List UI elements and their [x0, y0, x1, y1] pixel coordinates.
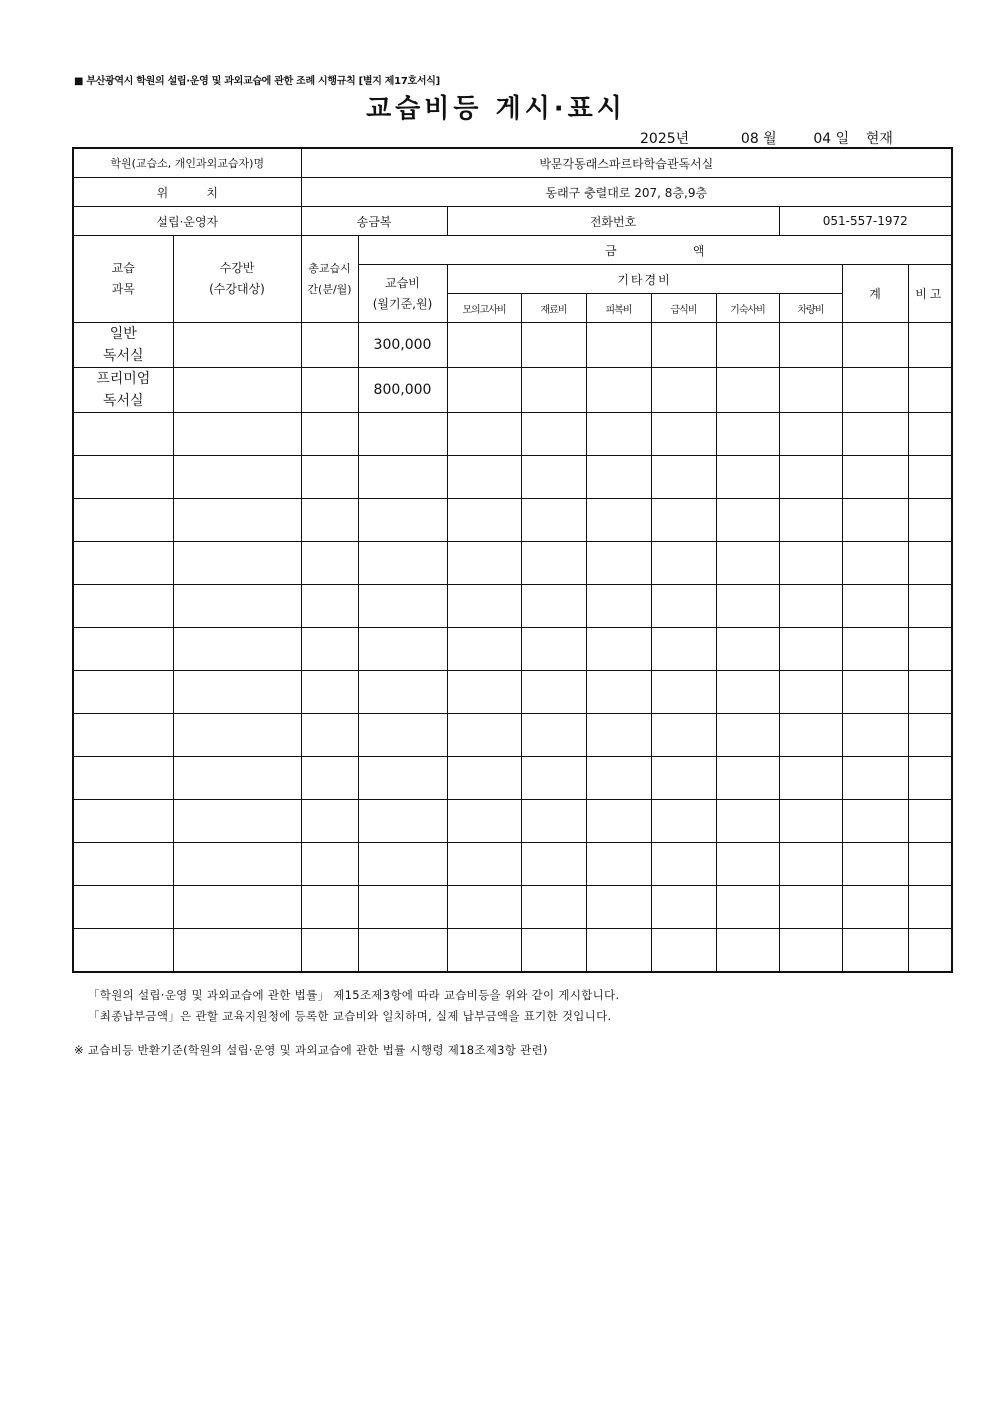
cell-c1	[447, 671, 521, 714]
cell-total	[842, 585, 908, 628]
cell-tuition	[358, 542, 447, 585]
cell-c1	[447, 714, 521, 757]
cell-remarks	[908, 628, 952, 671]
cell-c4	[651, 628, 716, 671]
tuition-header: 교습비 (월기준,원)	[358, 265, 447, 323]
cell-c6	[779, 671, 842, 714]
cell-total	[842, 929, 908, 973]
date-day: 04 일	[813, 131, 850, 147]
cell-subject	[73, 456, 173, 499]
cell-remarks	[908, 800, 952, 843]
cell-c1	[447, 456, 521, 499]
meal-fee-header: 급식비	[651, 294, 716, 323]
cell-remarks	[908, 456, 952, 499]
cell-time	[301, 413, 358, 456]
cell-c6	[779, 499, 842, 542]
operator-row	[73, 207, 952, 236]
cell-c6	[779, 368, 842, 413]
cell-c3	[586, 757, 651, 800]
cell-class	[173, 886, 301, 929]
cell-class	[173, 585, 301, 628]
cell-time	[301, 886, 358, 929]
cell-time	[301, 368, 358, 413]
cell-c6	[779, 323, 842, 368]
cell-c3	[586, 714, 651, 757]
cell-subject: 프리미엄 독서실	[73, 368, 173, 413]
cell-c5	[716, 499, 779, 542]
cell-total	[842, 499, 908, 542]
cell-remarks	[908, 585, 952, 628]
date-suffix: 현재	[865, 131, 893, 147]
cell-class	[173, 499, 301, 542]
cell-subject	[73, 929, 173, 973]
table-row	[73, 714, 952, 757]
cell-c4	[651, 499, 716, 542]
cell-c3	[586, 585, 651, 628]
cell-c2	[521, 757, 586, 800]
cell-total	[842, 542, 908, 585]
cell-c4	[651, 886, 716, 929]
cell-time	[301, 671, 358, 714]
cell-c5	[716, 886, 779, 929]
remarks-header: 비고	[908, 265, 952, 323]
cell-c1	[447, 886, 521, 929]
date-year: 2025년	[640, 131, 690, 147]
fee-rows	[73, 323, 952, 973]
operator-label: 설립·운영자	[73, 207, 301, 236]
refund-standard-footnote: ※ 교습비등 반환기준(학원의 설립·운영 및 과외교습에 관한 법률 시행령 제18조제3항 관련)	[74, 1043, 548, 1057]
table-row	[73, 499, 952, 542]
cell-tuition	[358, 800, 447, 843]
form-reference-note: ■ 부산광역시 학원의 설립·운영 및 과외교습에 관한 조례 시행규칙 [별지 제17호서식]	[74, 76, 440, 87]
phone-label: 전화번호	[447, 207, 779, 236]
academy-name-label: 학원(교습소, 개인과외교습자)명	[73, 148, 301, 178]
cell-c1	[447, 542, 521, 585]
table-row	[73, 585, 952, 628]
cell-c2	[521, 499, 586, 542]
total-header: 계	[842, 265, 908, 323]
date-line	[640, 128, 893, 148]
cell-c3	[586, 929, 651, 973]
cell-c5	[716, 456, 779, 499]
cell-tuition	[358, 413, 447, 456]
date-month: 08 월	[740, 131, 777, 147]
cell-total	[842, 456, 908, 499]
cell-c4	[651, 671, 716, 714]
cell-tuition	[358, 714, 447, 757]
table-row	[73, 323, 952, 368]
cell-c1	[447, 585, 521, 628]
cell-c3	[586, 323, 651, 368]
cell-c3	[586, 542, 651, 585]
cell-c5	[716, 542, 779, 585]
cell-c1	[447, 413, 521, 456]
table-row	[73, 800, 952, 843]
vehicle-fee-header: 차량비	[779, 294, 842, 323]
cell-subject	[73, 628, 173, 671]
cell-time	[301, 800, 358, 843]
cell-remarks	[908, 413, 952, 456]
cell-c2	[521, 929, 586, 973]
cell-total	[842, 843, 908, 886]
cell-c2	[521, 886, 586, 929]
cell-remarks	[908, 499, 952, 542]
cell-c1	[447, 323, 521, 368]
cell-c5	[716, 757, 779, 800]
cell-time	[301, 542, 358, 585]
cell-time	[301, 929, 358, 973]
cell-c6	[779, 542, 842, 585]
other-costs-header: 기타경비	[447, 265, 842, 294]
cell-remarks	[908, 671, 952, 714]
cell-tuition	[358, 757, 447, 800]
cell-tuition	[358, 886, 447, 929]
cell-remarks	[908, 929, 952, 973]
cell-time	[301, 714, 358, 757]
cell-class	[173, 929, 301, 973]
operator-value: 송금복	[301, 207, 447, 236]
table-row	[73, 628, 952, 671]
cell-subject	[73, 413, 173, 456]
cell-tuition	[358, 456, 447, 499]
cell-c2	[521, 800, 586, 843]
cell-c3	[586, 671, 651, 714]
cell-time	[301, 585, 358, 628]
table-row	[73, 456, 952, 499]
table-row	[73, 757, 952, 800]
cell-class	[173, 323, 301, 368]
page-title: 교습비등 게시·표시	[366, 94, 626, 124]
cell-time	[301, 456, 358, 499]
cell-c4	[651, 323, 716, 368]
cell-c6	[779, 886, 842, 929]
note-line: 「최종납부금액」은 관할 교육지원청에 등록한 교습비와 일치하며, 실제 납부금액을 표기한 것입니다.	[88, 1009, 612, 1023]
cell-subject: 일반 독서실	[73, 323, 173, 368]
cell-c6	[779, 843, 842, 886]
cell-remarks	[908, 368, 952, 413]
cell-c5	[716, 628, 779, 671]
cell-class	[173, 714, 301, 757]
cell-c6	[779, 456, 842, 499]
table-row	[73, 886, 952, 929]
cell-subject	[73, 886, 173, 929]
cell-c4	[651, 368, 716, 413]
dorm-fee-header: 기숙사비	[716, 294, 779, 323]
cell-c2	[521, 714, 586, 757]
cell-c5	[716, 323, 779, 368]
cell-time	[301, 499, 358, 542]
cell-c3	[586, 843, 651, 886]
cell-c4	[651, 542, 716, 585]
cell-c6	[779, 800, 842, 843]
table-row	[73, 542, 952, 585]
cell-c2	[521, 323, 586, 368]
cell-total	[842, 757, 908, 800]
cell-remarks	[908, 886, 952, 929]
cell-remarks	[908, 757, 952, 800]
total-time-header: 총교습시 간(분/월)	[301, 236, 358, 323]
cell-class	[173, 628, 301, 671]
cell-total	[842, 323, 908, 368]
cell-c2	[521, 628, 586, 671]
column-header-row-1	[73, 236, 952, 265]
cell-total	[842, 714, 908, 757]
cell-c1	[447, 929, 521, 973]
subject-header: 교습 과목	[73, 236, 173, 323]
cell-c2	[521, 456, 586, 499]
cell-total	[842, 368, 908, 413]
cell-c5	[716, 800, 779, 843]
cell-c6	[779, 628, 842, 671]
cell-c2	[521, 542, 586, 585]
uniform-fee-header: 피복비	[586, 294, 651, 323]
cell-c5	[716, 368, 779, 413]
cell-c6	[779, 929, 842, 973]
cell-subject	[73, 585, 173, 628]
cell-c5	[716, 714, 779, 757]
tuition-table	[72, 147, 953, 973]
table-row	[73, 843, 952, 886]
cell-tuition	[358, 585, 447, 628]
cell-c5	[716, 843, 779, 886]
cell-class	[173, 757, 301, 800]
cell-c2	[521, 368, 586, 413]
cell-time	[301, 757, 358, 800]
cell-c2	[521, 843, 586, 886]
cell-class	[173, 542, 301, 585]
amount-header: 금 액	[358, 236, 952, 265]
cell-remarks	[908, 323, 952, 368]
cell-c1	[447, 757, 521, 800]
cell-subject	[73, 499, 173, 542]
cell-c4	[651, 585, 716, 628]
cell-c3	[586, 499, 651, 542]
cell-subject	[73, 671, 173, 714]
phone-value: 051-557-1972	[779, 207, 952, 236]
material-fee-header: 재료비	[521, 294, 586, 323]
notes	[88, 985, 619, 1027]
cell-c3	[586, 456, 651, 499]
cell-c5	[716, 929, 779, 973]
cell-tuition	[358, 628, 447, 671]
cell-c6	[779, 714, 842, 757]
cell-class	[173, 671, 301, 714]
cell-tuition	[358, 929, 447, 973]
cell-c3	[586, 800, 651, 843]
cell-c3	[586, 886, 651, 929]
cell-c1	[447, 800, 521, 843]
cell-remarks	[908, 714, 952, 757]
cell-subject	[73, 757, 173, 800]
cell-c6	[779, 413, 842, 456]
cell-time	[301, 323, 358, 368]
cell-tuition	[358, 671, 447, 714]
cell-c4	[651, 843, 716, 886]
table-row	[73, 929, 952, 973]
cell-total	[842, 413, 908, 456]
location-value: 동래구 충렬대로 207, 8층,9층	[301, 178, 952, 207]
cell-class	[173, 368, 301, 413]
cell-subject	[73, 542, 173, 585]
location-row	[73, 178, 952, 207]
cell-c2	[521, 585, 586, 628]
cell-c1	[447, 368, 521, 413]
cell-c5	[716, 413, 779, 456]
class-header: 수강반 (수강대상)	[173, 236, 301, 323]
cell-c4	[651, 757, 716, 800]
cell-tuition: 800,000	[358, 368, 447, 413]
cell-class	[173, 800, 301, 843]
cell-c4	[651, 456, 716, 499]
location-label: 위 치	[73, 178, 301, 207]
cell-subject	[73, 843, 173, 886]
cell-remarks	[908, 542, 952, 585]
cell-subject	[73, 714, 173, 757]
cell-c6	[779, 757, 842, 800]
cell-c2	[521, 671, 586, 714]
cell-c1	[447, 843, 521, 886]
cell-tuition	[358, 843, 447, 886]
table-row	[73, 671, 952, 714]
cell-total	[842, 628, 908, 671]
cell-c4	[651, 714, 716, 757]
cell-tuition: 300,000	[358, 323, 447, 368]
cell-total	[842, 671, 908, 714]
cell-remarks	[908, 843, 952, 886]
note-line: 「학원의 설립·운영 및 과외교습에 관한 법률」 제15조제3항에 따라 교습비등을 위와 같이 게시합니다.	[88, 988, 620, 1002]
cell-tuition	[358, 499, 447, 542]
cell-class	[173, 413, 301, 456]
cell-time	[301, 628, 358, 671]
cell-c4	[651, 800, 716, 843]
table-row	[73, 368, 952, 413]
cell-c3	[586, 413, 651, 456]
academy-name-value: 박문각동래스파르타학습관독서실	[301, 148, 952, 178]
cell-total	[842, 800, 908, 843]
academy-row	[73, 148, 952, 178]
cell-subject	[73, 800, 173, 843]
cell-c5	[716, 585, 779, 628]
cell-c2	[521, 413, 586, 456]
cell-class	[173, 843, 301, 886]
cell-c3	[586, 628, 651, 671]
cell-time	[301, 843, 358, 886]
cell-c6	[779, 585, 842, 628]
cell-c4	[651, 413, 716, 456]
cell-c5	[716, 671, 779, 714]
cell-c1	[447, 628, 521, 671]
cell-total	[842, 886, 908, 929]
cell-c3	[586, 368, 651, 413]
cell-c1	[447, 499, 521, 542]
table-row	[73, 413, 952, 456]
cell-class	[173, 456, 301, 499]
cell-c4	[651, 929, 716, 973]
exam-fee-header: 모의고사비	[447, 294, 521, 323]
